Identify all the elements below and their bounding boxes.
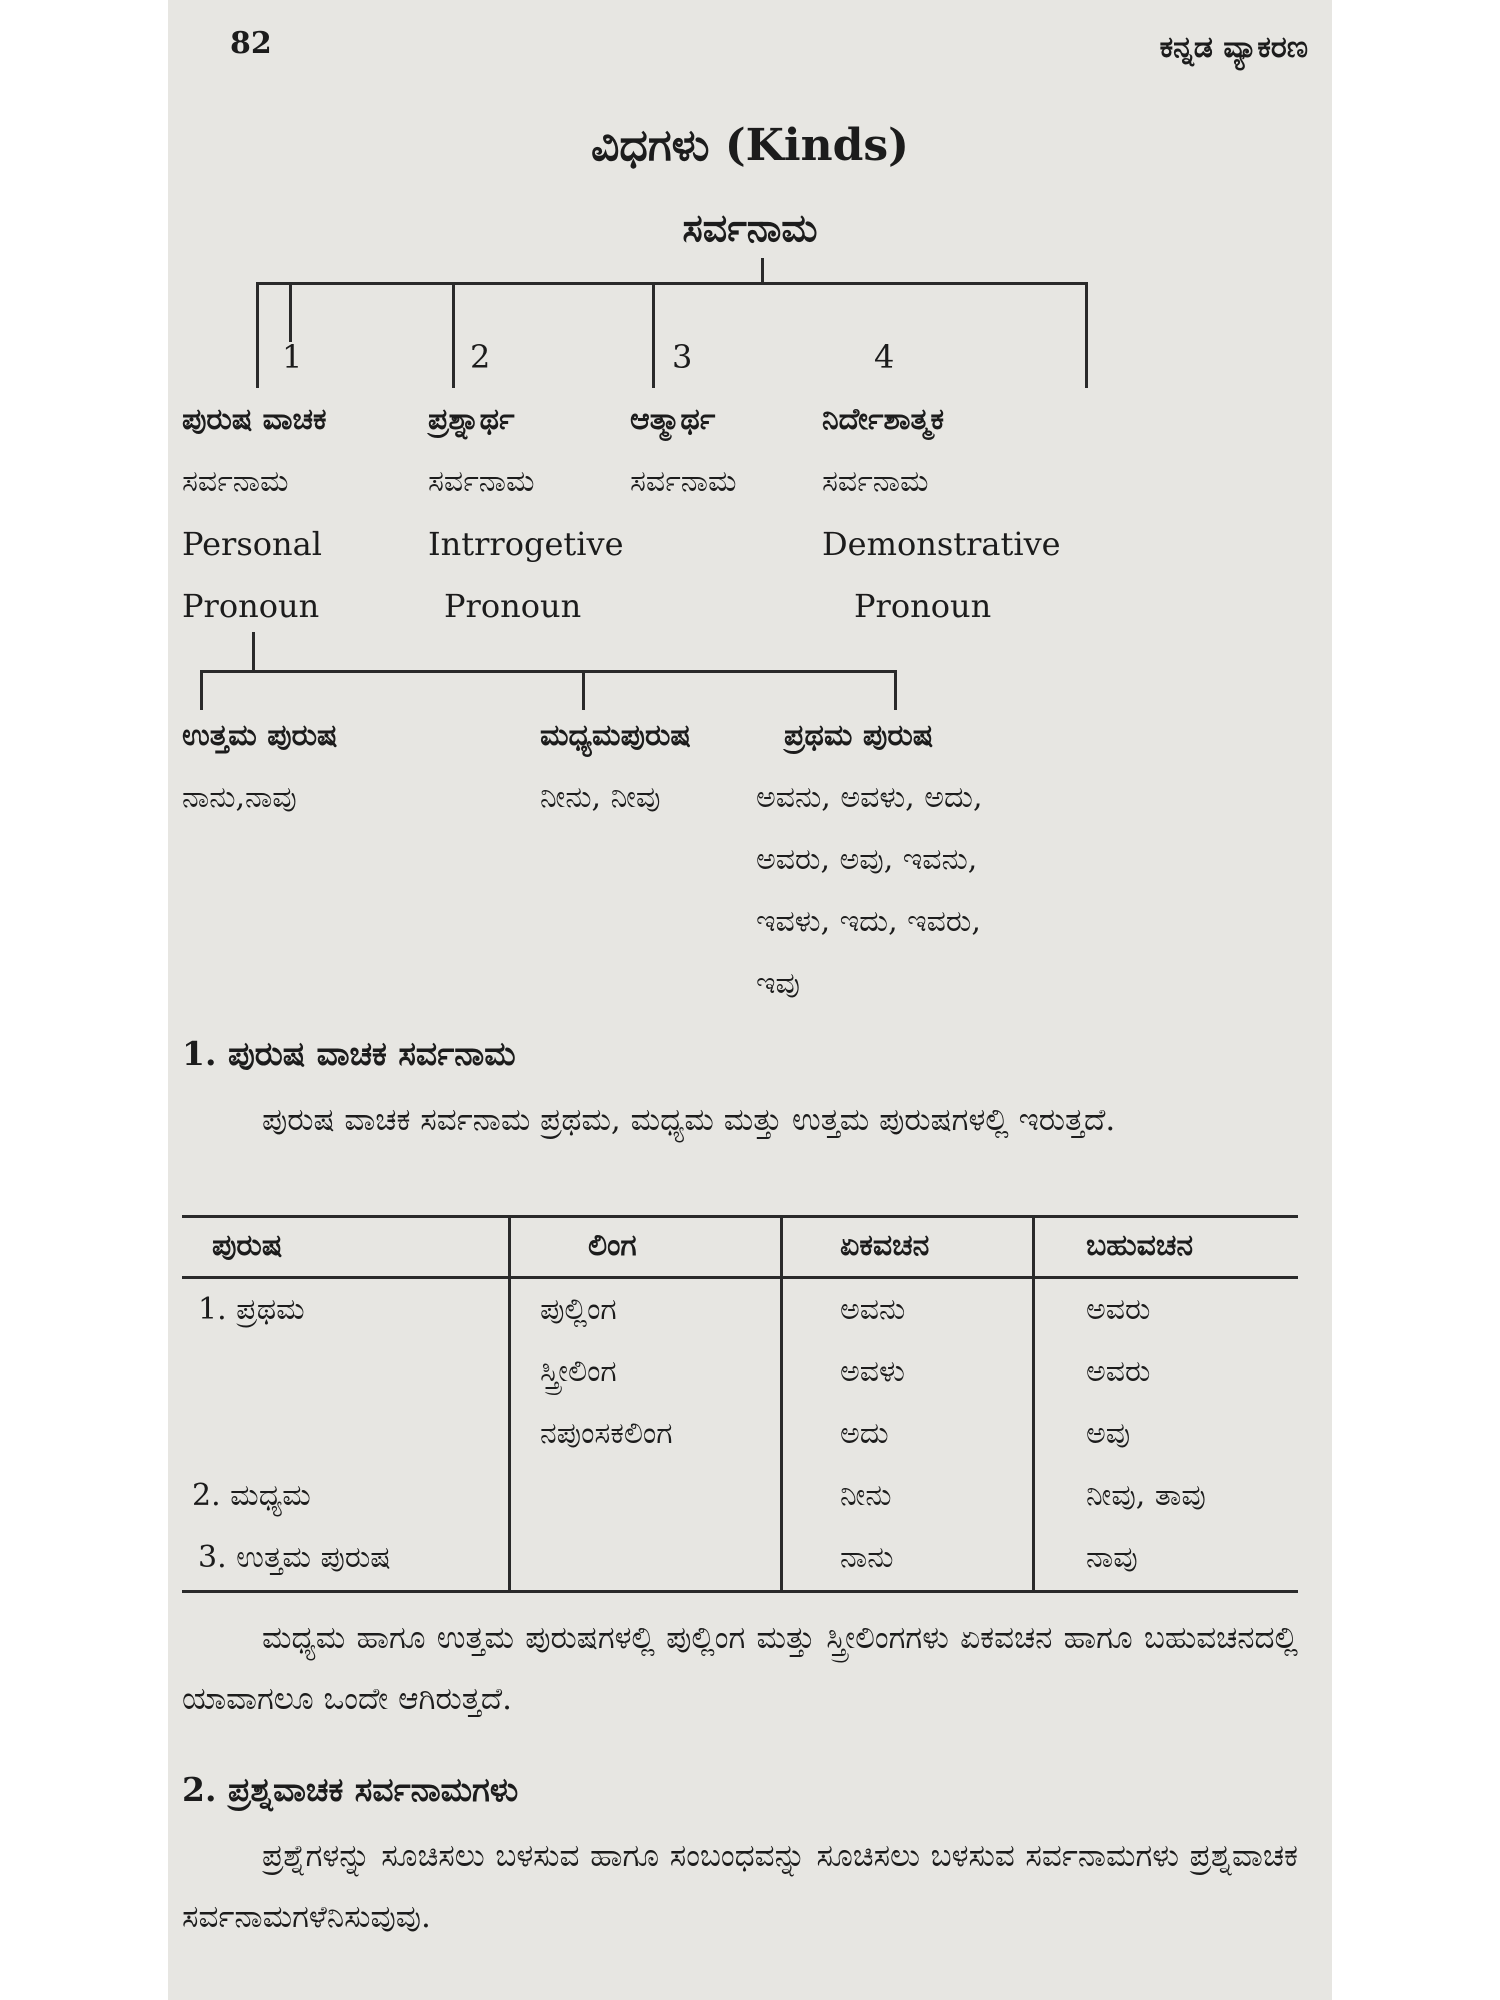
person-name: ಮಧ್ಯಮಪುರುಷ — [540, 718, 691, 753]
tree-title: ವಿಧಗಳು (Kinds) — [591, 120, 909, 171]
paragraph: ಪ್ರಶ್ನೆಗಳನ್ನು ಸೂಚಿಸಲು ಬಳಸುವ ಹಾಗೂ ಸಂಬಂಧವನ್ನು ಸೂಚಿಸಲು ಬಳಸುವ ಸರ್ವನಾಮಗಳು ಪ್ರಶ್ನವಾಚಕ ಸರ್ವನಾಮಗಳೆನಿಸುವುವು. — [182, 1838, 1298, 1935]
person-example: ನಾನು,ನಾವು — [182, 780, 297, 815]
kind-label-kannada: ಪುರುಷ ವಾಚಕ — [182, 402, 327, 437]
tree-connector — [894, 670, 897, 710]
kind-label-kannada: ಸರ್ವನಾಮ — [428, 464, 535, 499]
tree-root: ಸರ್ವನಾಮ — [682, 205, 818, 250]
table-cell: ನಾವು — [1086, 1540, 1138, 1575]
paragraph: ಮಧ್ಯಮ ಹಾಗೂ ಉತ್ತಮ ಪುರುಷಗಳಲ್ಲಿ ಪುಲ್ಲಿಂಗ ಮತ್ತು ಸ್ತ್ರೀಲಿಂಗಗಳು ಏಕವಚನ ಹಾಗೂ ಬಹುವಚನದಲ್ಲಿ ಯಾವಾಗಲೂ ಒಂದೇ ಆಗಿರುತ್ತದೆ. — [182, 1620, 1298, 1717]
tree-connector — [452, 282, 455, 388]
table-rule — [182, 1215, 1298, 1218]
table-cell: ಸ್ತ್ರೀಲಿಂಗ — [540, 1354, 617, 1389]
tree-connector — [252, 632, 255, 672]
person-example: ಇವು — [756, 966, 800, 1001]
table-cell: 3. ಉತ್ತಮ ಪುರುಷ — [198, 1540, 391, 1575]
tree-connector — [256, 282, 259, 388]
person-example: ಅವರು, ಅವು, ಇವನು, — [756, 842, 978, 877]
person-name: ಉತ್ತಮ ಪುರುಷ — [182, 718, 338, 753]
table-cell: ಅವು — [1086, 1416, 1131, 1451]
tree-connector — [1085, 282, 1088, 388]
table-cell: ಪುಲ್ಲಿಂಗ — [540, 1292, 617, 1327]
table-rule — [780, 1215, 783, 1592]
table-cell: ಅದು — [840, 1416, 889, 1451]
table-header: ಲಿಂಗ — [588, 1228, 637, 1263]
table-cell: 2. ಮಧ್ಯಮ — [192, 1478, 311, 1513]
table-cell: ನೀನು — [840, 1478, 892, 1513]
table-rule — [182, 1590, 1298, 1593]
kind-label-kannada: ಸರ್ವನಾಮ — [822, 464, 929, 499]
book-page — [168, 0, 1332, 2000]
kind-label-kannada: ಸರ್ವನಾಮ — [182, 464, 289, 499]
kind-label-english: Personal — [182, 525, 322, 563]
book-title: ಕನ್ನಡ ವ್ಯಾಕರಣ — [1159, 30, 1308, 65]
paragraph: ಪುರುಷ ವಾಚಕ ಸರ್ವನಾಮ ಪ್ರಥಮ, ಮಧ್ಯಮ ಮತ್ತು ಉತ್ತಮ ಪುರುಷಗಳಲ್ಲಿ ಇರುತ್ತದೆ. — [262, 1102, 1116, 1138]
kind-label-english: Demonstrative — [822, 525, 1061, 563]
kind-label-kannada: ಸರ್ವನಾಮ — [630, 464, 737, 499]
table-cell: 1. ಪ್ರಥಮ — [198, 1292, 305, 1327]
kind-number: 4 — [874, 338, 895, 376]
table-cell: ನಾನು — [840, 1540, 894, 1575]
tree-connector — [582, 670, 585, 710]
kind-label-kannada: ನಿರ್ದೇಶಾತ್ಮಕ — [822, 402, 944, 437]
table-cell: ಅವನು — [840, 1292, 906, 1327]
kind-label-english: Pronoun — [182, 587, 320, 625]
section-heading: 1. ಪುರುಷ ವಾಚಕ ಸರ್ವನಾಮ — [182, 1034, 516, 1073]
tree-connector — [652, 282, 655, 388]
table-header: ಏಕವಚನ — [840, 1228, 930, 1263]
tree-connector — [200, 670, 203, 710]
table-rule — [1032, 1215, 1035, 1592]
page-number: 82 — [230, 26, 272, 61]
tree-connector — [289, 282, 292, 342]
table-cell: ನಪುಂಸಕಲಿಂಗ — [540, 1416, 673, 1451]
table-cell: ಅವಳು — [840, 1354, 905, 1389]
tree-connector — [761, 258, 764, 284]
kind-label-english: Intrrogetive — [428, 525, 624, 563]
kind-number: 2 — [470, 338, 491, 376]
table-cell: ಅವರು — [1086, 1354, 1151, 1389]
table-cell: ಅವರು — [1086, 1292, 1151, 1327]
section-heading: 2. ಪ್ರಶ್ನವಾಚಕ ಸರ್ವನಾಮಗಳು — [182, 1770, 519, 1809]
kind-number: 1 — [282, 338, 303, 376]
kind-number: 3 — [672, 338, 693, 376]
kind-label-kannada: ಪ್ರಶ್ನಾರ್ಥ — [428, 402, 515, 437]
person-example: ನೀನು, ನೀವು — [540, 780, 661, 815]
kind-label-kannada: ಆತ್ಮಾರ್ಥ — [630, 402, 716, 437]
kind-label-english: Pronoun — [444, 587, 582, 625]
table-cell: ನೀವು, ತಾವು — [1086, 1478, 1206, 1513]
table-header: ಪುರುಷ — [212, 1228, 283, 1263]
table-rule — [182, 1276, 1298, 1279]
table-header: ಬಹುವಚನ — [1086, 1228, 1194, 1263]
person-example: ಇವಳು, ಇದು, ಇವರು, — [756, 904, 981, 939]
table-rule — [508, 1215, 511, 1592]
person-example: ಅವನು, ಅವಳು, ಅದು, — [756, 780, 983, 815]
tree-connector — [200, 670, 896, 673]
kind-label-english: Pronoun — [854, 587, 992, 625]
tree-connector — [256, 282, 1088, 285]
person-name: ಪ್ರಥಮ ಪುರುಷ — [784, 718, 934, 753]
